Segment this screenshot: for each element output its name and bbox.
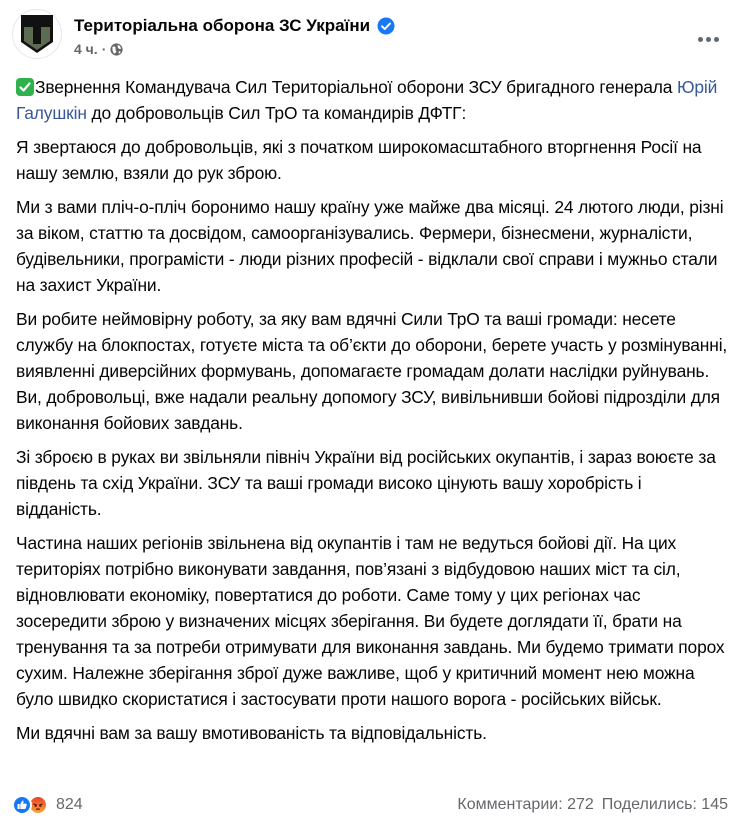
paragraph: Ми з вами пліч-о-пліч боронимо нашу країну уже майже два місяці. 24 лютого люди, різні за віком, статтю та досвідом, самоорганізувались. Фермери, бізнесмени, журналісти, будівельники, програмісти - люди різних професій - відклали свої справи і мужньо стали на захист України. [16, 197, 724, 295]
like-reaction-icon [12, 795, 32, 815]
reactions-summary[interactable] [12, 795, 83, 815]
post-text [16, 74, 728, 754]
more-options-button[interactable] [692, 31, 724, 47]
intro-text-after: до добровольців Сил ТрО та командирів ДФТГ: [86, 103, 467, 123]
paragraph: Частина наших регіонів звільнена від окупантів і там не ведуться бойові дії. На цих територіях потрібно виконувати завдання, пов’язані з відбудовою наших міст та сіл, відновлювати економіку, повертатися до роботи. Саме тому у цих регіонах час зосередити зброю у визначених місцях зберігання. Ви будете доглядати її, брати на тренування та за потреби отримувати для виконання завдань. Ми будемо тримати порох сухим. Належне зберігання зброї дуже важливе, щоб у критичний момент нею можна було швидко скористатися і застосувати проти нашого ворога - російських військ. [16, 533, 725, 709]
more-dot [714, 37, 719, 42]
paragraph: Ми вдячні вам за вашу вмотивованість та відповідальність. [16, 723, 487, 743]
more-horizontal-icon [698, 37, 703, 42]
paragraph: Зі зброєю в руках ви звільняли північ України від російських окупантів, і зараз воюєте за південь та схід України. ЗСУ та ваші громади високо цінують вашу хоробрість і відданість. [16, 447, 716, 519]
reaction-count[interactable]: 824 [56, 796, 83, 813]
post-footer [12, 790, 728, 820]
meta-separator: · [101, 41, 107, 57]
check-mark-button-icon [16, 78, 34, 96]
verified-badge-icon [377, 17, 395, 35]
intro-text-before: Звернення Командувача Сил Територіальної оборони ЗСУ бригадного генерала [35, 77, 677, 97]
comments-count-link[interactable]: Комментарии: 272 [457, 796, 594, 813]
post-meta [74, 40, 123, 58]
globe-icon[interactable] [110, 43, 123, 56]
more-dot [706, 37, 711, 42]
paragraph: Я звертаюся до добровольців, які з початком широкомасштабного вторгнення Росії на нашу землю, взяли до рук зброю. [16, 137, 702, 183]
paragraph: Ви робите неймовірну роботу, за яку вам вдячні Сили ТрО та ваші громади: несете службу на блокпостах, готуєте міста та об’єкти до оборони, берете участь у розмінуванні, виявленні диверсійних формувань, допомагаєте громадам долати наслідки руйнувань. Ви, добровольці, вже надали реальну допомогу ЗСУ, вивільнивши бойові підрозділи для виконання бойових завдань. [16, 309, 728, 433]
page-avatar[interactable] [12, 9, 62, 59]
territorial-defense-shield-icon [20, 14, 54, 54]
page-name[interactable] [74, 15, 395, 37]
post-header [12, 9, 728, 65]
post-timestamp[interactable]: 4 ч. [74, 41, 98, 57]
mention-link[interactable]: Юрій Галушкін [16, 77, 718, 123]
page-name-text[interactable]: Територіальна оборона ЗС України [74, 16, 371, 35]
post-intro [16, 74, 728, 126]
shares-count-link[interactable]: Поделились: 145 [601, 796, 728, 813]
engagement-stats [457, 796, 728, 814]
